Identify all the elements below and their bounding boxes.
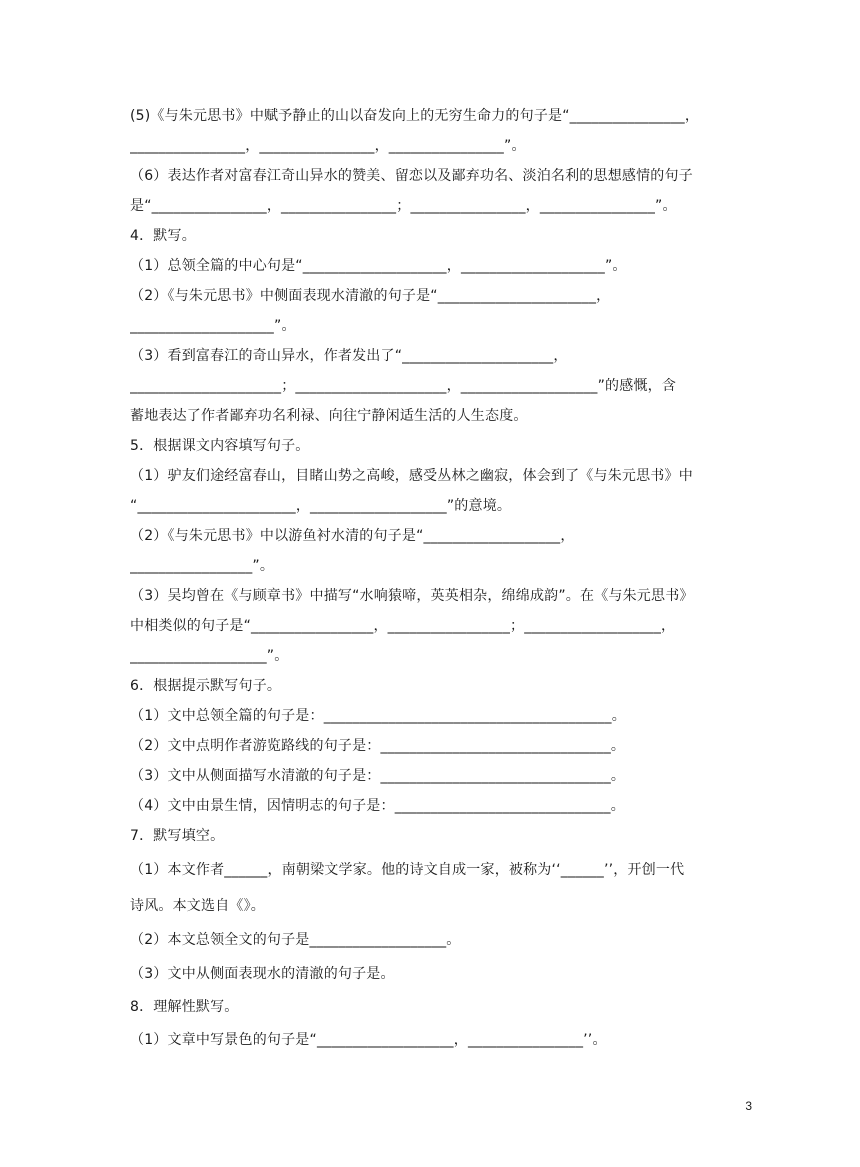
text-line: （1）驴友们途经富春山，目睹山势之高峻，感受丛林之幽寂，体会到了《与朱元思书》中: [130, 468, 693, 484]
text-line: （2）文中点明作者游览路线的句子是：________________________________。: [130, 738, 626, 754]
text-line: （6）表达作者对富春江奇山异水的赞美、留恋以及鄙弃功名、淡泊名利的思想感情的句子: [130, 168, 693, 184]
text-line: （3）文中从侧面描写水清澈的句子是：________________________________。: [130, 768, 626, 784]
text-line: “______________________，___________________”的意境。: [130, 498, 512, 514]
text-line: (5)《与朱元思书》中赋予静止的山以奋发向上的无穷生命力的句子是“________________，: [130, 108, 700, 124]
text-line: （4）文中由景生情，因情明志的句子是：______________________________。: [130, 798, 625, 814]
page-number: 3: [745, 1099, 752, 1113]
text-line: 是“________________，________________；________________，________________”。: [130, 198, 677, 214]
text-line: 诗风。本文选自《》。: [130, 898, 265, 914]
section-heading: 4．默写。: [130, 228, 196, 244]
section-heading: 8．理解性默写。: [130, 999, 239, 1015]
text-line: （2）本文总领全文的句子是___________________。: [130, 932, 461, 948]
text-line: _________________”。: [130, 558, 275, 574]
section-heading: 5．根据课文内容填写句子。: [130, 438, 310, 454]
text-line: （3）吴均曾在《与顾章书》中描写“水响猿啼，英英相杂，绵绵成韵”。在《与朱元思书》: [130, 588, 694, 604]
text-line: （3）文中从侧面表现水的清澈的句子是。: [130, 966, 395, 982]
text-line: （3）看到富春江的奇山异水，作者发出了“_____________________，: [130, 348, 568, 364]
text-line: ____________________”。: [130, 318, 296, 334]
text-line: ________________，________________，________________”。: [130, 138, 526, 154]
section-heading: 6．根据提示默写句子。: [130, 678, 282, 694]
text-line: _____________________；_____________________，___________________”的感慨，含: [130, 378, 677, 394]
text-line: （1）总领全篇的中心句是“____________________，____________________”。: [130, 258, 627, 274]
text-line: （1）本文作者______，南朝梁文学家。他的诗文自成一家，被称为‘‘______’’，开创一代: [130, 862, 685, 878]
text-line: （2）《与朱元思书》中侧面表现水清澈的句子是“______________________，: [130, 288, 611, 304]
section-heading: 7．默写填空。: [130, 828, 225, 844]
text-line: （1）文中总领全篇的句子是：________________________________________。: [130, 708, 626, 724]
text-line: 蓄地表达了作者鄙弃功名利禄、向往宁静闲适生活的人生态度。: [130, 408, 528, 424]
text-line: ___________________”。: [130, 648, 289, 664]
text-line: （1）文章中写景色的句子是“___________________，________________’’。: [130, 1032, 607, 1048]
text-line: 中相类似的句子是“_________________，_________________；___________________，: [130, 618, 676, 634]
text-line: （2）《与朱元思书》中以游鱼衬水清的句子是“___________________，: [130, 528, 575, 544]
